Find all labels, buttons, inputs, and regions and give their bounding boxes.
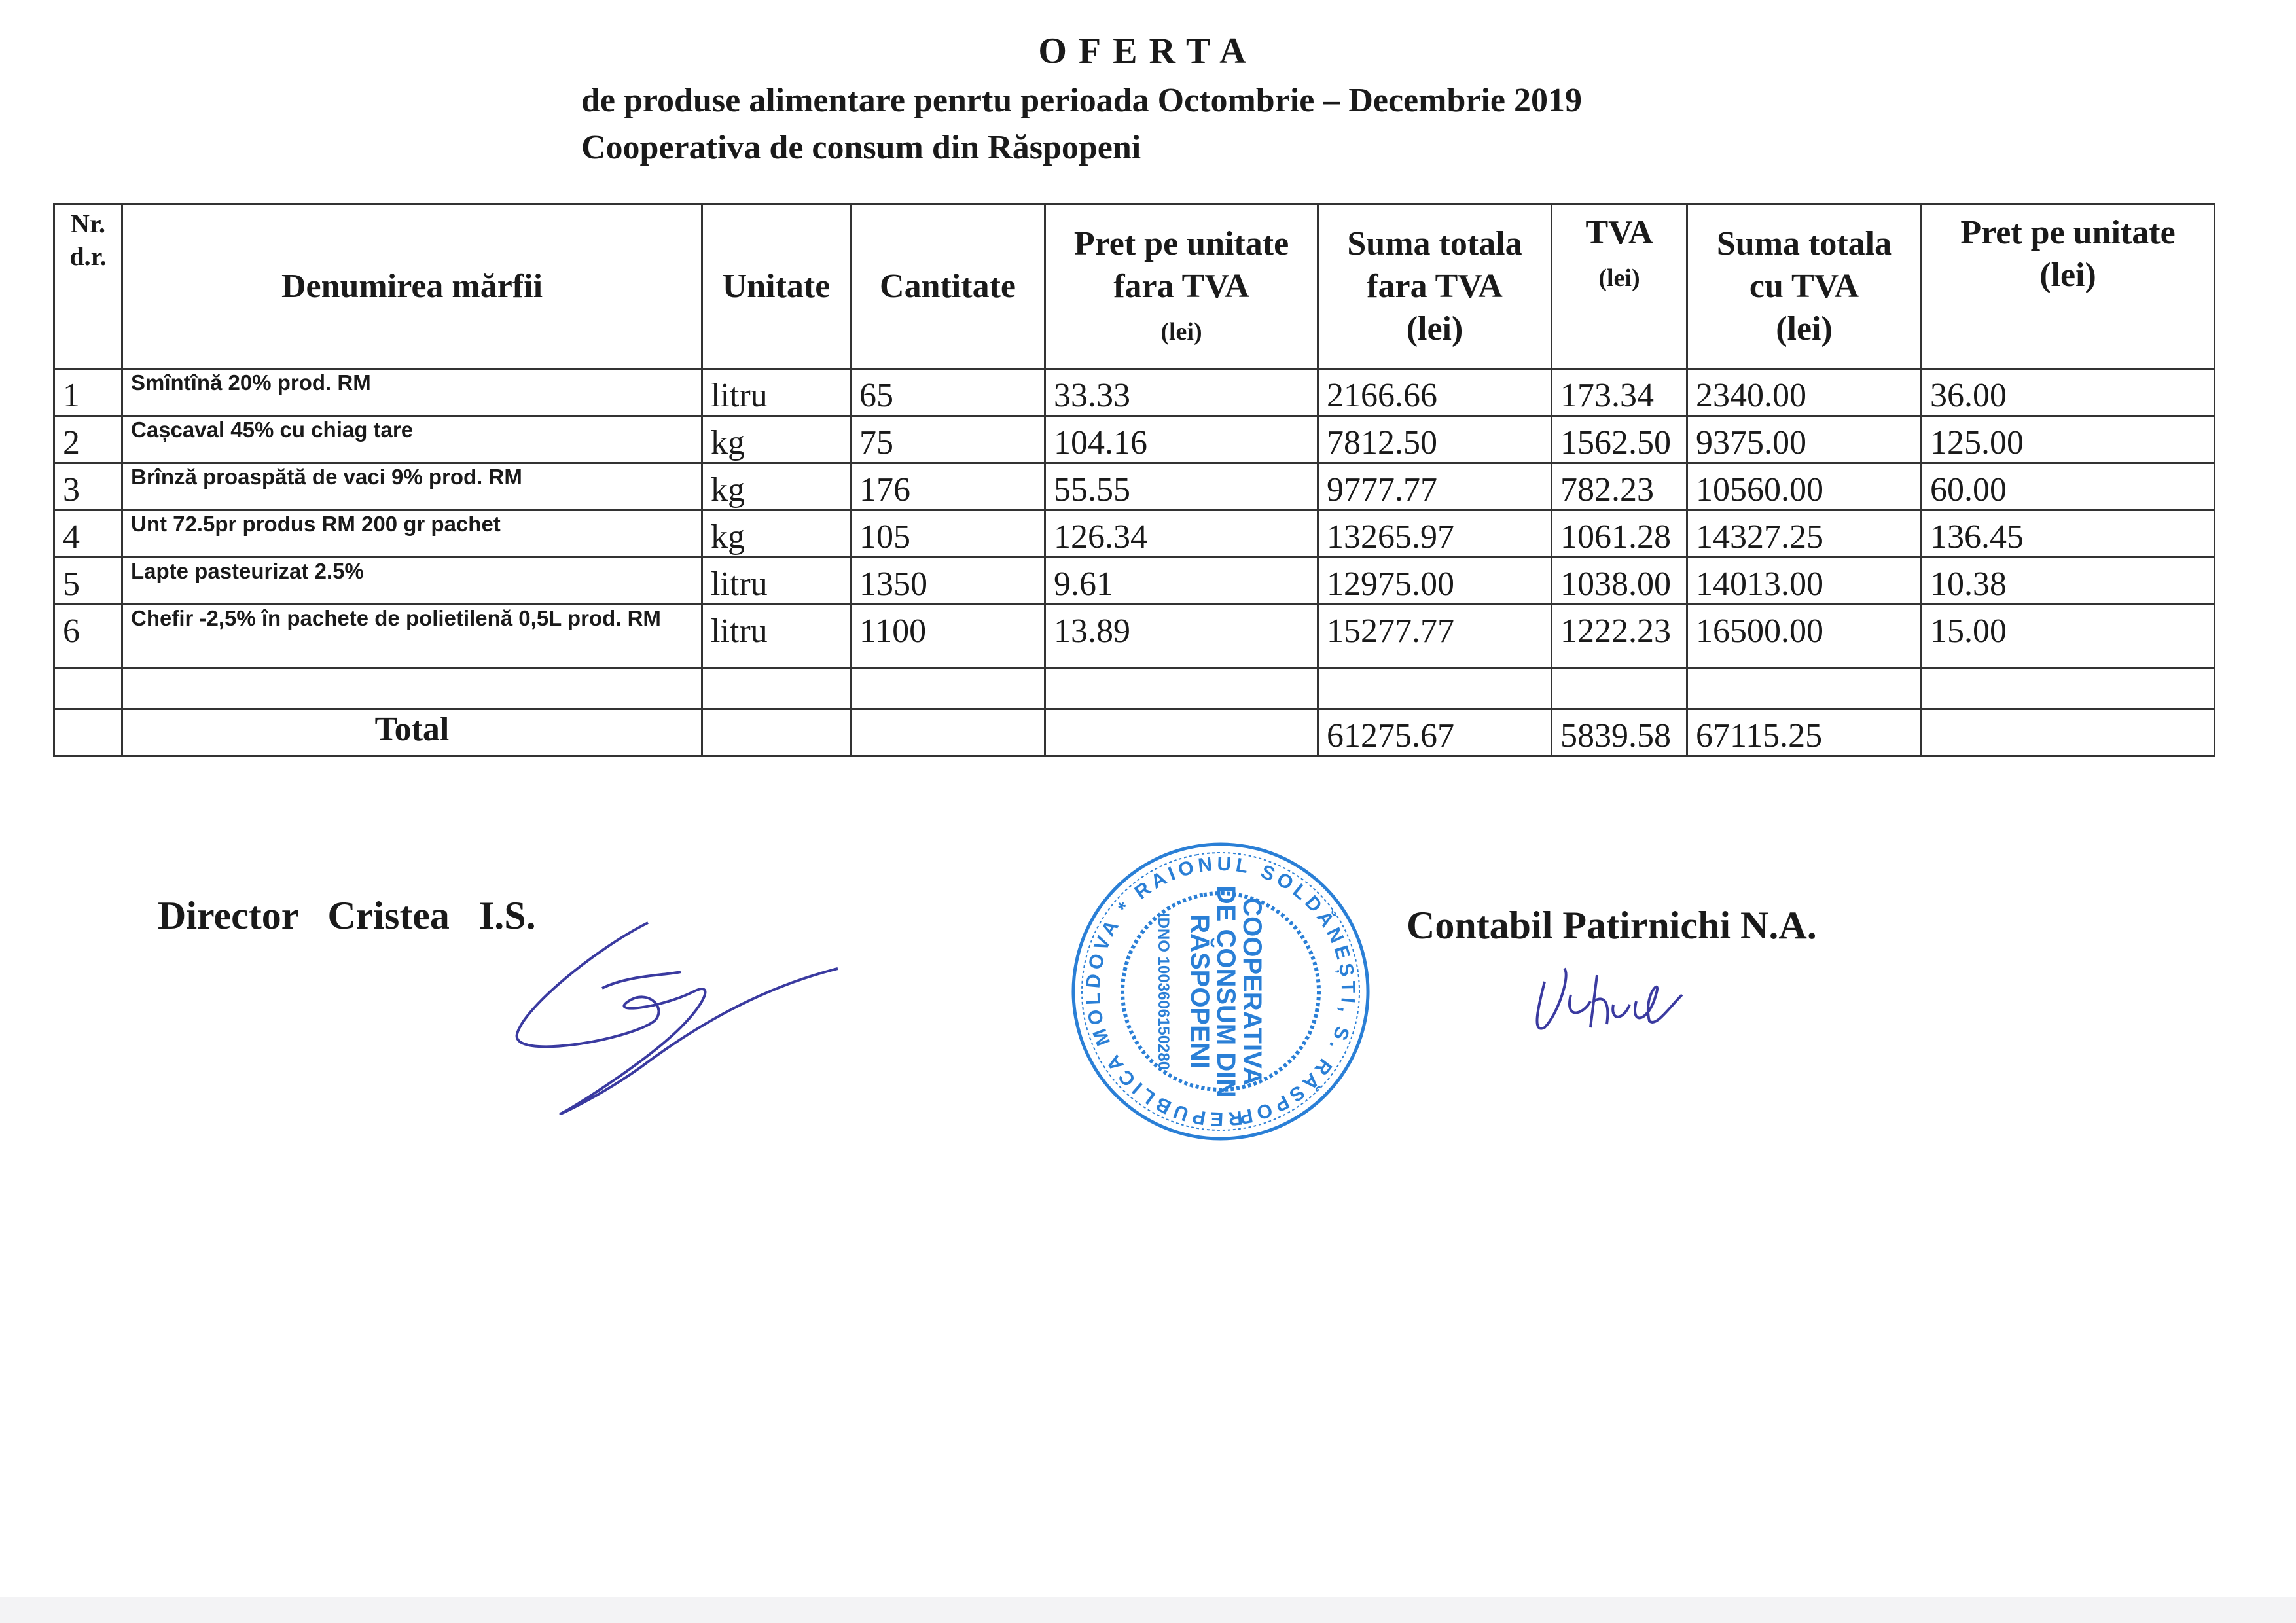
column-header-price: Pret pe unitate (lei) [1922, 204, 2215, 369]
unit-cell: litru [702, 558, 851, 605]
unit-price-cell: 10.38 [1922, 558, 2215, 605]
total-with-vat-cell: 14327.25 [1687, 510, 1922, 558]
table-row [54, 416, 2215, 463]
empty-cell [1922, 709, 2215, 757]
empty-cell [1045, 668, 1318, 709]
accountant-signature-line: Contabil Patirnichi N.A. [1407, 904, 1817, 947]
total-total-no-vat-cell: 61275.67 [1318, 709, 1552, 757]
table-row [54, 369, 2215, 416]
vat-cell: 1222.23 [1552, 605, 1687, 668]
unit-price-cell: 125.00 [1922, 416, 2215, 463]
empty-cell [122, 668, 702, 709]
empty-cell [1318, 668, 1552, 709]
scan-margin [0, 1597, 2296, 1623]
table-row [54, 510, 2215, 558]
column-header-vat: TVA (lei) [1552, 204, 1687, 369]
column-header-nr: Nr. d.r. [54, 204, 122, 369]
total-total-vat-cell: 67115.25 [1687, 709, 1922, 757]
total-row [54, 709, 2215, 757]
product-name-cell: Brînză proaspătă de vaci 9% prod. RM [122, 463, 702, 510]
director-signature-line: Director Cristea I.S. [158, 894, 536, 937]
product-name-cell: Chefir -2,5% în pachete de polietilenă 0,5L prod. RM [122, 605, 702, 668]
svg-text:RĂSPOPENI: RĂSPOPENI [1185, 914, 1214, 1069]
svg-text:IDNO 1003606150280: IDNO 1003606150280 [1155, 912, 1172, 1071]
price-no-vat-cell: 13.89 [1045, 605, 1318, 668]
total-no-vat-cell: 7812.50 [1318, 416, 1552, 463]
column-header-quantity: Cantitate [851, 204, 1045, 369]
vat-cell: 1061.28 [1552, 510, 1687, 558]
svg-text:DE CONSUM DIN: DE CONSUM DIN [1211, 885, 1240, 1098]
svg-text:REPUBLICA MOLDOVA * RAIONUL SO: REPUBLICA MOLDOVA * RAIONUL SOLDĂNEȘTI, S. RĂSPOPENI [1082, 853, 1359, 1130]
document-title: OFERTA [1038, 31, 1258, 71]
total-vat-cell: 5839.58 [1552, 709, 1687, 757]
empty-cell [54, 709, 122, 757]
empty-cell [1922, 668, 2215, 709]
empty-cell [851, 668, 1045, 709]
accountant-signature [1532, 955, 1689, 1041]
empty-cell [851, 709, 1045, 757]
price-no-vat-cell: 33.33 [1045, 369, 1318, 416]
quantity-cell: 65 [851, 369, 1045, 416]
price-no-vat-cell: 126.34 [1045, 510, 1318, 558]
unit-price-cell: 15.00 [1922, 605, 2215, 668]
price-no-vat-cell: 55.55 [1045, 463, 1318, 510]
column-header-total-vat: Suma totala cu TVA (lei) [1687, 204, 1922, 369]
column-header-price-no-vat: Pret pe unitate fara TVA (lei) [1045, 204, 1318, 369]
unit-cell: kg [702, 416, 851, 463]
quantity-cell: 176 [851, 463, 1045, 510]
table-row [54, 558, 2215, 605]
total-no-vat-cell: 12975.00 [1318, 558, 1552, 605]
quantity-cell: 1350 [851, 558, 1045, 605]
product-name-cell: Unt 72.5pr produs RM 200 gr pachet [122, 510, 702, 558]
unit-price-cell: 60.00 [1922, 463, 2215, 510]
unit-cell: kg [702, 463, 851, 510]
empty-cell [702, 709, 851, 757]
quantity-cell: 105 [851, 510, 1045, 558]
row-number-cell: 6 [54, 605, 122, 668]
row-number-cell: 1 [54, 369, 122, 416]
row-number-cell: 5 [54, 558, 122, 605]
column-header-unit: Unitate [702, 204, 851, 369]
total-with-vat-cell: 16500.00 [1687, 605, 1922, 668]
product-name-cell: Cașcaval 45% cu chiag tare [122, 416, 702, 463]
vat-cell: 1038.00 [1552, 558, 1687, 605]
empty-row [54, 668, 2215, 709]
unit-cell: kg [702, 510, 851, 558]
total-with-vat-cell: 14013.00 [1687, 558, 1922, 605]
row-number-cell: 4 [54, 510, 122, 558]
column-header-name: Denumirea mărfii [122, 204, 702, 369]
svg-text:COOPERATIVA: COOPERATIVA [1238, 897, 1266, 1086]
unit-price-cell: 36.00 [1922, 369, 2215, 416]
unit-cell: litru [702, 605, 851, 668]
director-signature [497, 910, 851, 1132]
total-no-vat-cell: 13265.97 [1318, 510, 1552, 558]
empty-cell [1687, 668, 1922, 709]
price-no-vat-cell: 104.16 [1045, 416, 1318, 463]
quantity-cell: 1100 [851, 605, 1045, 668]
table-header-row [54, 204, 2215, 369]
total-with-vat-cell: 10560.00 [1687, 463, 1922, 510]
unit-price-cell: 136.45 [1922, 510, 2215, 558]
empty-cell [1552, 668, 1687, 709]
document-subtitle: de produse alimentare penrtu perioada Octombrie – Decembrie 2019 [581, 82, 1582, 119]
total-with-vat-cell: 2340.00 [1687, 369, 1922, 416]
offer-table [53, 203, 2215, 757]
quantity-cell: 75 [851, 416, 1045, 463]
vat-cell: 782.23 [1552, 463, 1687, 510]
vat-cell: 173.34 [1552, 369, 1687, 416]
table-row [54, 605, 2215, 668]
product-name-cell: Lapte pasteurizat 2.5% [122, 558, 702, 605]
total-with-vat-cell: 9375.00 [1687, 416, 1922, 463]
product-name-cell: Smîntînă 20% prod. RM [122, 369, 702, 416]
row-number-cell: 3 [54, 463, 122, 510]
total-no-vat-cell: 9777.77 [1318, 463, 1552, 510]
total-no-vat-cell: 15277.77 [1318, 605, 1552, 668]
total-no-vat-cell: 2166.66 [1318, 369, 1552, 416]
total-label-cell: Total [122, 709, 702, 757]
price-no-vat-cell: 9.61 [1045, 558, 1318, 605]
empty-cell [1045, 709, 1318, 757]
empty-cell [702, 668, 851, 709]
unit-cell: litru [702, 369, 851, 416]
empty-cell [54, 668, 122, 709]
table-row [54, 463, 2215, 510]
vat-cell: 1562.50 [1552, 416, 1687, 463]
organization-name: Cooperativa de consum din Răspopeni [581, 129, 1141, 166]
organization-stamp [1067, 838, 1374, 1145]
row-number-cell: 2 [54, 416, 122, 463]
column-header-total-no-vat: Suma totala fara TVA (lei) [1318, 204, 1552, 369]
